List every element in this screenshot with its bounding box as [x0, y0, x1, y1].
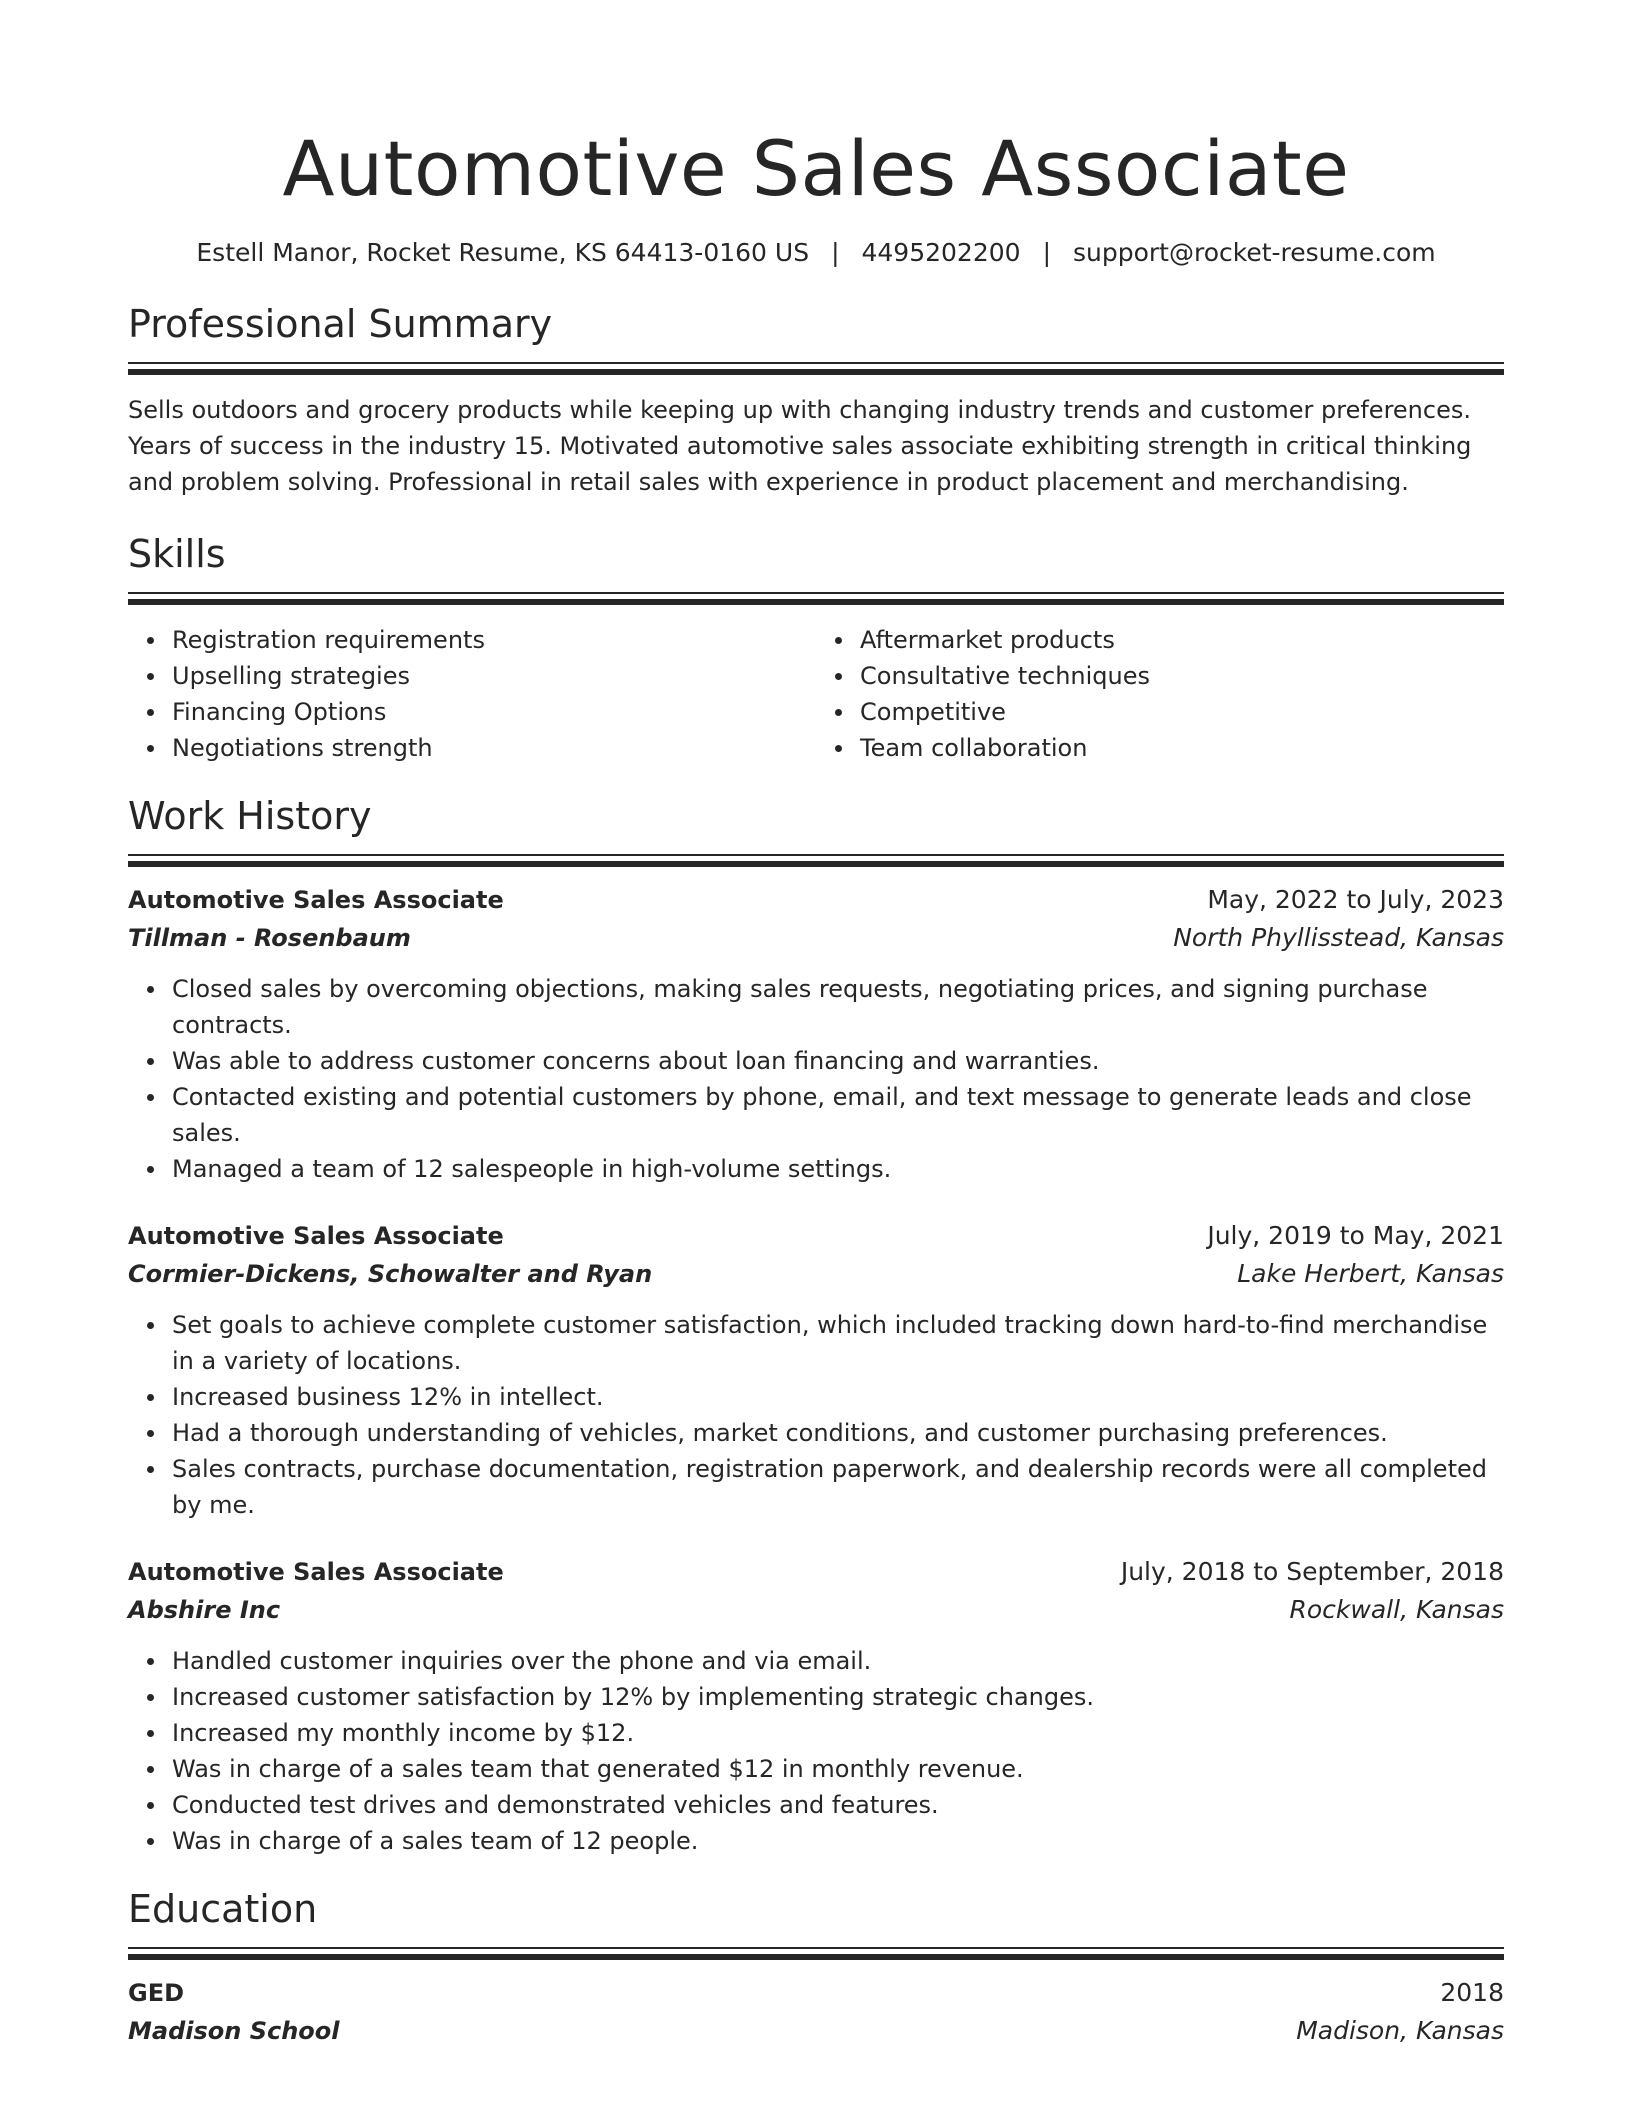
- skills-column-left: [128, 622, 816, 766]
- section-divider: [128, 592, 1504, 594]
- job-subheader: [128, 1255, 1504, 1293]
- job-bullet: Sales contracts, purchase documentation, registration paperwork, and dealership records were all completed by me.: [172, 1451, 1504, 1523]
- job-bullet: Increased business 12% in intellect.: [172, 1379, 1504, 1415]
- education-year: 2018: [1440, 1978, 1504, 2007]
- job-title: Automotive Sales Associate: [128, 1558, 504, 1586]
- contact-email: support@rocket-resume.com: [1073, 238, 1436, 267]
- job-location: Lake Herbert, Kansas: [1237, 1259, 1504, 1288]
- job-bullet: Was able to address customer concerns about loan financing and warranties.: [172, 1043, 1504, 1079]
- job-bullet: Handled customer inquiries over the phone and via email.: [172, 1643, 1504, 1679]
- job-bullet: Was in charge of a sales team that generated $12 in monthly revenue.: [172, 1751, 1504, 1787]
- job-dates: May, 2022 to July, 2023: [1207, 885, 1504, 914]
- summary-text: Sells outdoors and grocery products while keeping up with changing industry trends and customer preferences. Years of success in the industry 15. Motivated automotive sales associate exhibiting strength in critical thinking and problem solving. Professional in retail sales with experience in product placement and merchandising.: [128, 396, 1472, 496]
- job-entry: [128, 1553, 1504, 1859]
- job-bullet: Closed sales by overcoming objections, making sales requests, negotiating prices, and signing purchase contracts.: [172, 971, 1504, 1043]
- education-subheader: [128, 2012, 1504, 2050]
- skills-heading: Skills: [128, 532, 226, 576]
- job-dates: July, 2019 to May, 2021: [1207, 1221, 1504, 1250]
- skill-item: Competitive: [860, 694, 1504, 730]
- job-entry: [128, 881, 1504, 1187]
- job-bullets: [128, 1307, 1504, 1523]
- job-company: Tillman - Rosenbaum: [128, 924, 411, 952]
- skill-item: Aftermarket products: [860, 622, 1504, 658]
- section-divider-thick: [128, 861, 1504, 867]
- contact-address: Estell Manor, Rocket Resume, KS 64413-0160 US: [196, 238, 810, 267]
- job-bullet: Was in charge of a sales team of 12 people.: [172, 1823, 1504, 1859]
- job-bullet: Set goals to achieve complete customer satisfaction, which included tracking down hard-to-find merchandise in a variety of locations.: [172, 1307, 1504, 1379]
- job-dates: July, 2018 to September, 2018: [1120, 1557, 1504, 1586]
- job-title: Automotive Sales Associate: [128, 1222, 504, 1250]
- section-divider: [128, 854, 1504, 856]
- skill-item: Registration requirements: [172, 622, 816, 658]
- skill-item: Financing Options: [172, 694, 816, 730]
- contact-separator: |: [831, 238, 840, 267]
- job-bullet: Increased customer satisfaction by 12% by implementing strategic changes.: [172, 1679, 1504, 1715]
- contact-separator: |: [1042, 238, 1051, 267]
- job-bullet: Conducted test drives and demonstrated vehicles and features.: [172, 1787, 1504, 1823]
- job-bullets: [128, 1643, 1504, 1859]
- section-divider: [128, 1947, 1504, 1949]
- skill-item: Upselling strategies: [172, 658, 816, 694]
- education-heading: Education: [128, 1887, 318, 1931]
- job-bullet: Increased my monthly income by $12.: [172, 1715, 1504, 1751]
- work-history-heading: Work History: [128, 794, 372, 838]
- education-school: Madison School: [128, 2017, 340, 2045]
- job-bullets: [128, 971, 1504, 1187]
- job-title: Automotive Sales Associate: [128, 886, 504, 914]
- education-degree: GED: [128, 1979, 185, 2007]
- summary-section: [128, 300, 1504, 500]
- job-bullet: Contacted existing and potential customers by phone, email, and text message to generate leads and close sales.: [172, 1079, 1504, 1151]
- skills-section: [128, 530, 1504, 766]
- education-header: [128, 1974, 1504, 2012]
- resume-name: Automotive Sales Associate: [282, 124, 1350, 213]
- job-bullet: Managed a team of 12 salespeople in high-volume settings.: [172, 1151, 1504, 1187]
- section-divider-thick: [128, 599, 1504, 605]
- job-subheader: [128, 919, 1504, 957]
- skill-item: Consultative techniques: [860, 658, 1504, 694]
- section-divider-thick: [128, 1954, 1504, 1960]
- job-entry: [128, 1217, 1504, 1523]
- job-company: Cormier-Dickens, Schowalter and Ryan: [128, 1260, 653, 1288]
- skill-item: Team collaboration: [860, 730, 1504, 766]
- skill-item: Negotiations strength: [172, 730, 816, 766]
- job-location: Rockwall, Kansas: [1289, 1595, 1504, 1624]
- job-company: Abshire Inc: [128, 1596, 281, 1624]
- skills-list: [128, 622, 1504, 766]
- work-history-section: [128, 792, 1504, 1859]
- contact-line: [128, 236, 1504, 270]
- contact-phone: 4495202200: [861, 238, 1021, 267]
- job-header: [128, 881, 1504, 919]
- education-section: [128, 1885, 1504, 2050]
- job-location: North Phyllisstead, Kansas: [1173, 923, 1504, 952]
- section-divider: [128, 362, 1504, 364]
- section-divider-thick: [128, 369, 1504, 375]
- skills-column-right: [816, 622, 1504, 766]
- job-bullet: Had a thorough understanding of vehicles, market conditions, and customer purchasing preferences.: [172, 1415, 1504, 1451]
- education-location: Madison, Kansas: [1296, 2016, 1504, 2045]
- job-header: [128, 1217, 1504, 1255]
- summary-heading: Professional Summary: [128, 302, 553, 346]
- job-subheader: [128, 1591, 1504, 1629]
- job-header: [128, 1553, 1504, 1591]
- education-entry: [128, 1974, 1504, 2050]
